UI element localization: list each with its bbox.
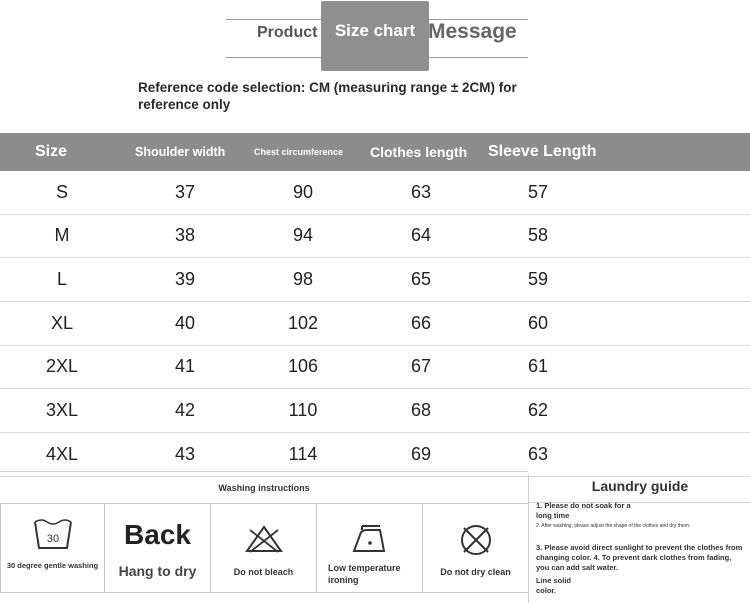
sleeve-length-cell: 63 (527, 443, 549, 464)
size-cell: M (54, 225, 70, 246)
laundry-guide-panel (528, 474, 750, 603)
size-chart-tab[interactable] (321, 1, 429, 71)
chest-circumference-cell: 106 (287, 356, 319, 377)
shoulder-width-cell: 38 (174, 225, 196, 246)
sleeve-length-cell: 57 (527, 181, 549, 202)
wash-30-label: 30 degree gentle washing (6, 561, 99, 570)
clothes-length-cell: 66 (410, 312, 432, 333)
sleeve-length-cell: 61 (527, 356, 549, 377)
laundry-guide-title: Laundry guide (591, 478, 689, 494)
shoulder-width-cell: 42 (174, 399, 196, 420)
laundry-guide-line-4: Line solid color. (536, 576, 572, 595)
laundry-guide-line-2: 2. After washing, please adjust the shape of the clothes and dry them. (536, 523, 691, 529)
sleeve-length-cell: 62 (527, 399, 549, 420)
table-row (0, 258, 750, 302)
no-bleach-label: Do not bleach (233, 567, 294, 577)
wash-item-hang-to-dry (104, 503, 211, 593)
hang-to-dry-label: Hang to dry (118, 563, 197, 579)
no-bleach-icon (211, 524, 316, 554)
shoulder-width-cell: 39 (174, 268, 196, 289)
table-row (0, 389, 750, 433)
sleeve-length-cell: 60 (527, 312, 549, 333)
washing-instructions-title: Washing instructions (0, 471, 528, 504)
shoulder-width-cell: 37 (174, 181, 196, 202)
message-tab[interactable]: Message (428, 20, 517, 43)
chest-circumference-cell: 114 (288, 443, 318, 464)
no-dry-clean-icon (423, 522, 528, 558)
clothes-length-cell: 69 (410, 443, 432, 464)
column-header-size: Size (35, 143, 68, 160)
iron-low-icon (317, 524, 422, 554)
size-chart-label: Size chart (334, 21, 416, 40)
size-cell: 4XL (45, 443, 79, 464)
chest-circumference-cell: 102 (287, 312, 319, 333)
chest-circumference-cell: 94 (292, 225, 314, 246)
no-dry-clean-label: Do not dry clean (440, 567, 511, 577)
size-table-header (0, 133, 750, 171)
shoulder-width-cell: 41 (174, 356, 196, 377)
laundry-guide-line-1: 1. Please do not soak for a long time (536, 501, 631, 520)
column-header-sleeve-length: Sleeve Length (488, 143, 597, 160)
svg-text:30: 30 (46, 533, 59, 545)
wash-item-30-degree (0, 503, 105, 593)
column-header-clothes-length: Clothes length (370, 144, 468, 160)
sleeve-length-cell: 58 (527, 225, 549, 246)
size-cell: XL (50, 312, 74, 333)
size-cell: S (55, 181, 68, 202)
chest-circumference-cell: 110 (288, 399, 318, 420)
header-line-bottom-left (226, 57, 322, 58)
table-row (0, 346, 750, 390)
low-temp-iron-label: Low temperature ironing (328, 563, 401, 585)
header-line-bottom-right (428, 57, 528, 58)
table-row (0, 171, 750, 215)
column-header-chest-circumference: Chest circumference (254, 147, 344, 157)
column-header-shoulder-width: Shoulder width (135, 145, 226, 159)
clothes-length-cell: 68 (410, 399, 432, 420)
size-table-body (0, 171, 750, 477)
laundry-guide-line-3: 3. Please avoid direct sunlight to prevent the clothes from changing color. 4. To prevent dark clothes from fading, you can add salt water. (536, 543, 743, 572)
header-line-top-left (226, 19, 322, 20)
size-cell: 2XL (45, 356, 79, 377)
chest-circumference-cell: 98 (292, 268, 314, 289)
chest-circumference-cell: 90 (292, 181, 314, 202)
shoulder-width-cell: 43 (174, 443, 196, 464)
product-tab[interactable]: Product (257, 24, 318, 41)
shoulder-width-cell: 40 (174, 312, 196, 333)
clothes-length-cell: 63 (410, 181, 432, 202)
sleeve-length-cell: 59 (527, 268, 549, 289)
table-row (0, 215, 750, 259)
wash-item-no-bleach (210, 503, 317, 593)
clothes-length-cell: 65 (410, 268, 432, 289)
size-cell: 3XL (45, 399, 79, 420)
back-label: Back (124, 519, 191, 550)
wash-item-no-dry-clean (422, 503, 529, 593)
wash-item-low-temp-iron (316, 503, 423, 593)
size-cell: L (56, 268, 67, 289)
table-row (0, 302, 750, 346)
clothes-length-cell: 64 (410, 225, 432, 246)
wash-30-icon (1, 518, 104, 552)
reference-note: Reference code selection: CM (measuring range ± 2CM) for reference only (138, 80, 517, 112)
clothes-length-cell: 67 (410, 356, 432, 377)
